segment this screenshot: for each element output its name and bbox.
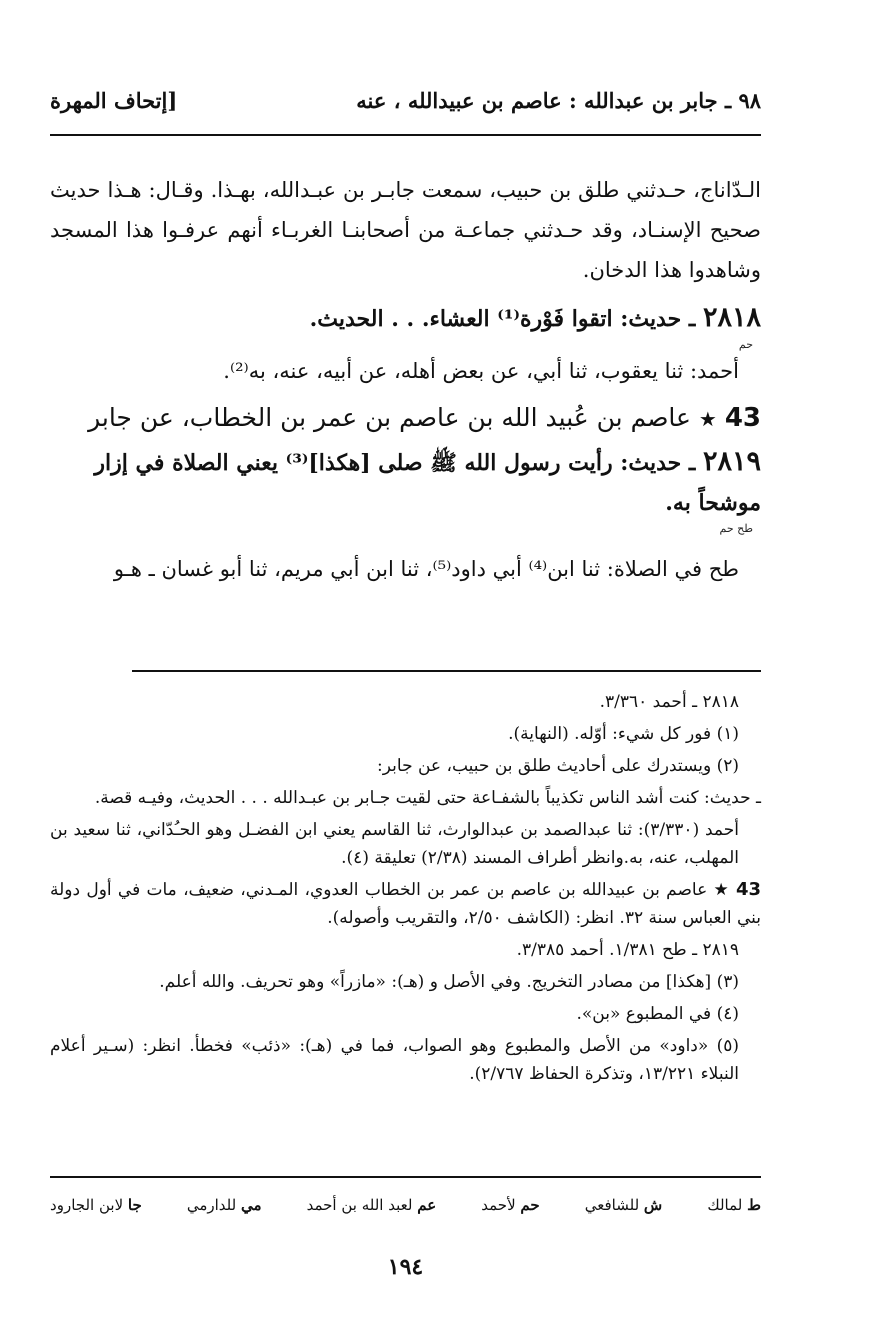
legend-item: عم لعبد الله بن أحمد [306, 1196, 437, 1214]
footnote-rule [132, 670, 761, 672]
legend-item: مي للدارمي [186, 1196, 262, 1214]
hadith-number: ٢٨١٨ [702, 302, 761, 333]
running-title: ٩٨ ـ جابر بن عبدالله : عاصم بن عبيدالله ، عنه [356, 88, 761, 113]
narrator-name: عاصم بن عُبيد الله بن عاصم بن عمر بن الخطاب، عن جابر [88, 403, 691, 432]
narrator-heading [50, 395, 761, 442]
hadith-text: ـ حديث: اتقوا فَوْرة⁽¹⁾ العشاء. . . الحديث. [309, 306, 703, 332]
legend-item: ط لمالك [707, 1196, 761, 1214]
narrator-note-number: 43 [735, 879, 762, 900]
hadith-sigla: طح حم [719, 522, 753, 535]
footnote: (٣) [هكذا] من مصادر التخريج. وفي الأصل و (هـ): «مازراً» وهو تحريف. والله أعلم. [159, 972, 739, 992]
star-icon: ★ [713, 880, 730, 900]
hadith-text: ـ حديث: رأيت رسول الله ﷺ صلى [هكذا]⁽³⁾ يعني الصلاة في إزار موشحاً به. [94, 450, 761, 516]
continuation-paragraph: الـدّاناج، حـدثني طلق بن حبيب، سمعت جابـر بن عبـدالله، بهـذا. وقـال: هـذا حديث صحيح الإسنـاد، وقد حـدثني جماعـة من أصحابنـا الغربـاء أنهم عرفـوا هذا المسجد وشاهدوا هذا الدخان. [50, 178, 761, 282]
header-rule [50, 134, 761, 136]
abbreviation-legend [50, 1196, 761, 1214]
hadith-sigla: حم [738, 338, 753, 351]
star-icon: ★ [698, 407, 717, 431]
footnote: (٤) في المطبوع «بن». [576, 1004, 739, 1024]
hadith-2818 [50, 298, 761, 339]
footnote: أحمد (٣/٣٣٠): ثنا عبدالصمد بن عبدالوارث، ثنا القاسم يعني ابن الفضـل وهو الحـُدّاني، ثنا سعيد بن المهلب، عنه، به.وانظر أطراف المسند (٢/٣٨) تعليقة (٤). [50, 820, 739, 868]
narrator-number: 43 [724, 403, 761, 433]
footnote: ـ حديث: كنت أشد الناس تكذيباً بالشفـاعة حتى لقيت جـابر بن عبـدالله . . . الحديث، وفيـه قصة. [94, 788, 761, 808]
running-header [50, 88, 761, 124]
main-text [50, 170, 761, 589]
footnotes [50, 688, 761, 1092]
footnote: ٢٨١٩ ـ طح ١/٣٨١. أحمد ٣/٣٨٥. [516, 940, 739, 960]
page-number: ١٩٤ [387, 1254, 424, 1280]
legend-item: ش للشافعي [584, 1196, 663, 1214]
hadith-isnad: أحمد: ثنا يعقوب، ثنا أبي، عن بعض أهله، عن أبيه، عنه، به⁽²⁾. [223, 359, 739, 383]
footnote: (٥) «داود» من الأصل والمطبوع وهو الصواب، فما في (هـ): «ذئب» فخطأ. انظر: (سـير أعلام النبلاء ١٣/٢٢١، وتذكرة الحفاظ ٢/٧٦٧). [50, 1036, 739, 1084]
hadith-isnad: طح في الصلاة: ثنا ابن⁽⁴⁾ أبي داود⁽⁵⁾، ثنا ابن أبي مريم، ثنا أبو غسان ـ هـو [113, 557, 739, 581]
footnote: ٢٨١٨ ـ أحمد ٣/٣٦٠. [599, 692, 739, 712]
hadith-2819 [50, 442, 761, 523]
legend-item: جا لابن الجارود [50, 1196, 142, 1214]
legend-item: حم لأحمد [481, 1196, 540, 1214]
footnote: (٢) ويستدرك على أحاديث طلق بن حبيب، عن جابر: [377, 756, 739, 776]
hadith-number: ٢٨١٩ [702, 446, 761, 477]
legend-rule [50, 1176, 761, 1178]
footnote: (١) فور كل شيء: أوّله. (النهاية). [508, 724, 739, 744]
book-title: [إتحاف المهرة [50, 88, 178, 113]
narrator-note-text: عاصم بن عبيدالله بن عاصم بن عمر بن الخطاب العدوي، المـدني، ضعيف، مات في أول دولة بني العباس سنة ٣٢. انظر: (الكاشف ٢/٥٠، والتقريب وأصوله). [50, 880, 761, 928]
narrator-note [50, 876, 761, 932]
